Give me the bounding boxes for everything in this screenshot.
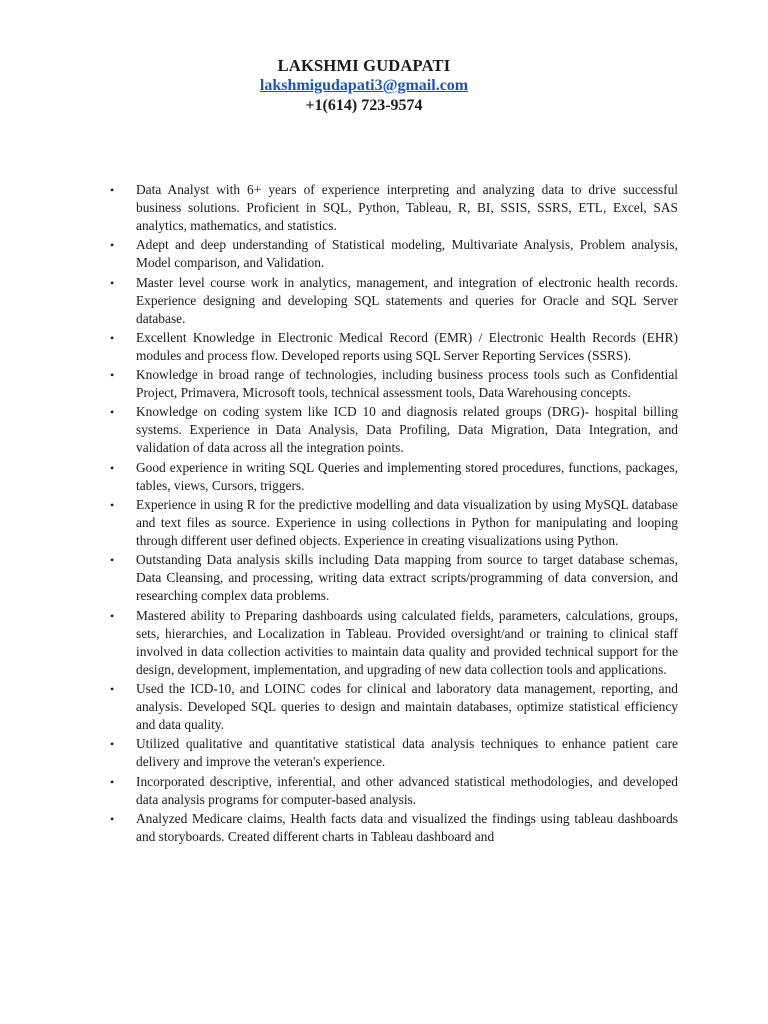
bullet-icon: •	[110, 498, 115, 513]
email-link[interactable]: lakshmigudapati3@gmail.com	[259, 77, 469, 94]
bullet-icon: •	[110, 275, 115, 290]
bullet-icon: •	[110, 681, 115, 696]
summary-item-text: Used the ICD-10, and LOINC codes for clinical and laboratory data management, reporting, and analysis. Developed SQL queries to design and maintain databases, optimize statistical efficiency and data quality.	[136, 680, 678, 732]
summary-item	[106, 551, 678, 605]
professional-summary-list	[106, 181, 678, 847]
bullet-icon: •	[110, 460, 115, 475]
summary-item-text: Knowledge in broad range of technologies, including business process tools such as Confidential Project, Primavera, Microsoft tools, technical assessment tools, Data Warehousing concepts.	[136, 367, 678, 401]
candidate-name: LAKSHMI GUDAPATI	[277, 56, 451, 75]
summary-item-text: Master level course work in analytics, management, and integration of electronic health records. Experience designing and developing SQL statements and queries for Oracle and SQL Server database.	[136, 274, 678, 326]
summary-item-text: Mastered ability to Preparing dashboards using calculated fields, parameters, calculations, groups, sets, hierarchies, and Localization in Tableau. Provided oversight/and or training to clinical staff involved in data collection activities to maintain data quality and provided technical support for the design, development, implementation, and upgrading of new data collection tools and applications.	[136, 607, 678, 677]
summary-item	[106, 403, 678, 457]
summary-item	[106, 773, 678, 809]
summary-item-text: Utilized qualitative and quantitative statistical data analysis techniques to enhance patient care delivery and improve the veteran's experience.	[136, 736, 678, 770]
phone-number: +1(614) 723-9574	[305, 97, 423, 114]
summary-item-text: Experience in using R for the predictive modelling and data visualization by using MySQL database and text files as source. Experience in using collections in Python for manipulating and looping through different user defined objects. Experience in creating visualizations using Python.	[136, 497, 678, 549]
summary-item-text: Incorporated descriptive, inferential, and other advanced statistical methodologies, and developed data analysis programs for computer-based analysis.	[136, 773, 678, 807]
summary-item	[106, 496, 678, 550]
bullet-icon: •	[110, 774, 115, 789]
summary-item-text: Excellent Knowledge in Electronic Medical Record (EMR) / Electronic Health Records (EHR) modules and process flow. Developed reports using SQL Server Reporting Services (SSRS).	[136, 329, 678, 363]
summary-item-text: Knowledge on coding system like ICD 10 and diagnosis related groups (DRG)- hospital billing systems. Experience in Data Analysis, Data Profiling, Data Migration, Data Integration, and validation of data across all the integration points.	[136, 404, 678, 456]
summary-item	[106, 366, 678, 402]
summary-item	[106, 459, 678, 495]
summary-item	[106, 810, 678, 846]
summary-item	[106, 274, 678, 328]
summary-item	[106, 735, 678, 771]
bullet-icon: •	[110, 238, 115, 253]
summary-item	[106, 181, 678, 235]
bullet-icon: •	[110, 811, 115, 826]
summary-item	[106, 607, 678, 679]
summary-item-text: Good experience in writing SQL Queries and implementing stored procedures, functions, packages, tables, views, Cursors, triggers.	[136, 459, 678, 493]
summary-item-text: Outstanding Data analysis skills including Data mapping from source to target database schemas, Data Cleansing, and processing, writing data extract scripts/programming of data conversion, and researching complex data problems.	[136, 552, 678, 604]
resume-header	[0, 56, 728, 116]
summary-item	[106, 236, 678, 272]
bullet-icon: •	[110, 330, 115, 345]
bullet-icon: •	[110, 368, 115, 383]
bullet-icon: •	[110, 608, 115, 623]
summary-item	[106, 329, 678, 365]
summary-item-text: Data Analyst with 6+ years of experience interpreting and analyzing data to drive successful business solutions. Proficient in SQL, Python, Tableau, R, BI, SSIS, SSRS, ETL, Excel, SAS analytics, mathematics, and statistics.	[136, 182, 678, 233]
bullet-icon: •	[110, 183, 115, 197]
summary-item-text: Adept and deep understanding of Statistical modeling, Multivariate Analysis, Problem analysis, Model comparison, and Validation.	[136, 237, 678, 271]
bullet-icon: •	[110, 737, 115, 752]
bullet-icon: •	[110, 553, 115, 568]
bullet-icon: •	[110, 405, 115, 420]
summary-item	[106, 680, 678, 734]
summary-item-text: Analyzed Medicare claims, Health facts data and visualized the findings using tableau dashboards and storyboards. Created different charts in Tableau dashboard and	[136, 810, 678, 844]
